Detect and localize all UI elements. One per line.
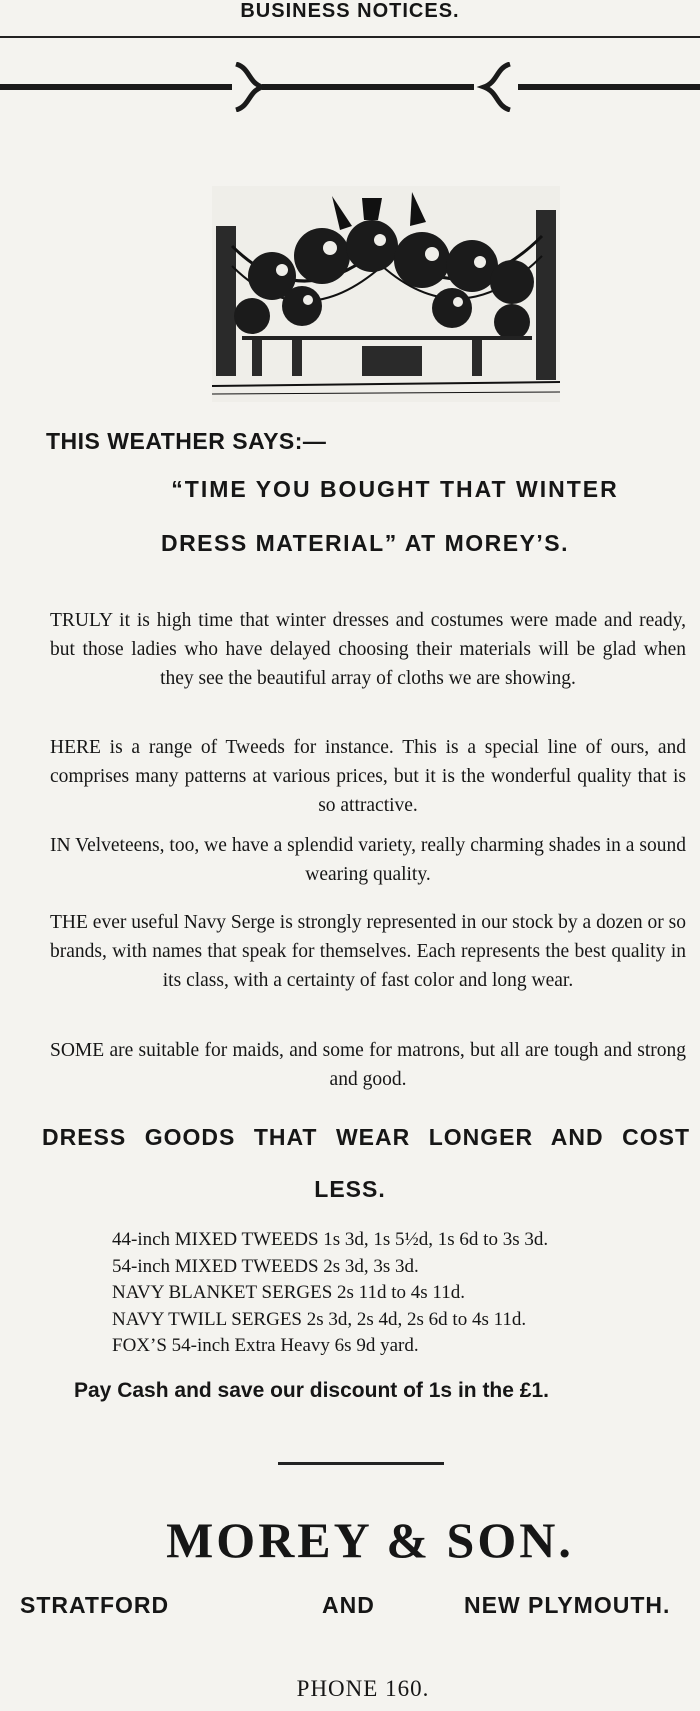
price-item: NAVY BLANKET SERGES 2s 11d to 4s 11d. xyxy=(112,1282,465,1303)
price-item: 54-inch MIXED TWEEDS 2s 3d, 3s 3d. xyxy=(112,1255,419,1277)
price-item: NAVY TWILL SERGES 2s 3d, 2s 4d, 2s 6d to 4s 11d. xyxy=(112,1308,527,1330)
firm-name: MOREY & SON. xyxy=(166,1512,574,1568)
headline-weather: THIS WEATHER SAYS:— xyxy=(46,428,327,454)
paragraph-here: HERE is a range of Tweeds for instance. This is a special line of ours, and comprises many patterns at various prices, but it is the wonderful quality that is so attractive. xyxy=(50,737,686,816)
headline-dress-material: DRESS MATERIAL” AT MOREY’S. xyxy=(160,530,570,556)
paragraph-the: THE ever useful Navy Serge is strongly represented in our stock by a dozen or so brands, with names that speak for themselves. Each represents the best quality in its class, with a certainty of fast color and long wear. xyxy=(50,912,686,991)
header-rule xyxy=(0,36,700,38)
cash-discount-line: Pay Cash and save our discount of 1s in the £1. xyxy=(74,1379,549,1402)
headline-less: LESS. xyxy=(314,1176,386,1202)
price-list xyxy=(112,1227,548,1360)
price-item: FOX’S 54-inch Extra Heavy 6s 9d yard. xyxy=(112,1335,419,1356)
location-left: STRATFORD xyxy=(20,1592,170,1618)
location-right: NEW PLYMOUTH. xyxy=(464,1592,671,1618)
headline-time: “TIME YOU BOUGHT THAT WINTER xyxy=(171,476,619,502)
divider xyxy=(278,1462,444,1465)
brace-ornament-icon xyxy=(0,62,700,112)
price-item: 44-inch MIXED TWEEDS 1s 3d, 1s 5½d, 1s 6d to 3s 3d. xyxy=(112,1229,549,1250)
paragraph-in: IN Velveteens, too, we have a splendid variety, really charming shades in a sound wearing quality. xyxy=(50,835,686,885)
phone-number: PHONE 160. xyxy=(296,1676,430,1701)
section-header: BUSINESS NOTICES. xyxy=(240,0,460,22)
paragraph-truly: TRULY it is high time that winter dresses and costumes were made and ready, but those ladies who have delayed choosing their materials will be glad when they see the beautiful array of cloths we are showing. xyxy=(50,610,686,689)
street-decorations-illustration xyxy=(212,186,560,402)
headline-dress-goods: DRESS GOODS THAT WEAR LONGER AND COST xyxy=(42,1124,690,1150)
location-middle: AND xyxy=(322,1592,375,1618)
paragraph-some: SOME are suitable for maids, and some for matrons, but all are tough and strong and good. xyxy=(50,1040,686,1090)
